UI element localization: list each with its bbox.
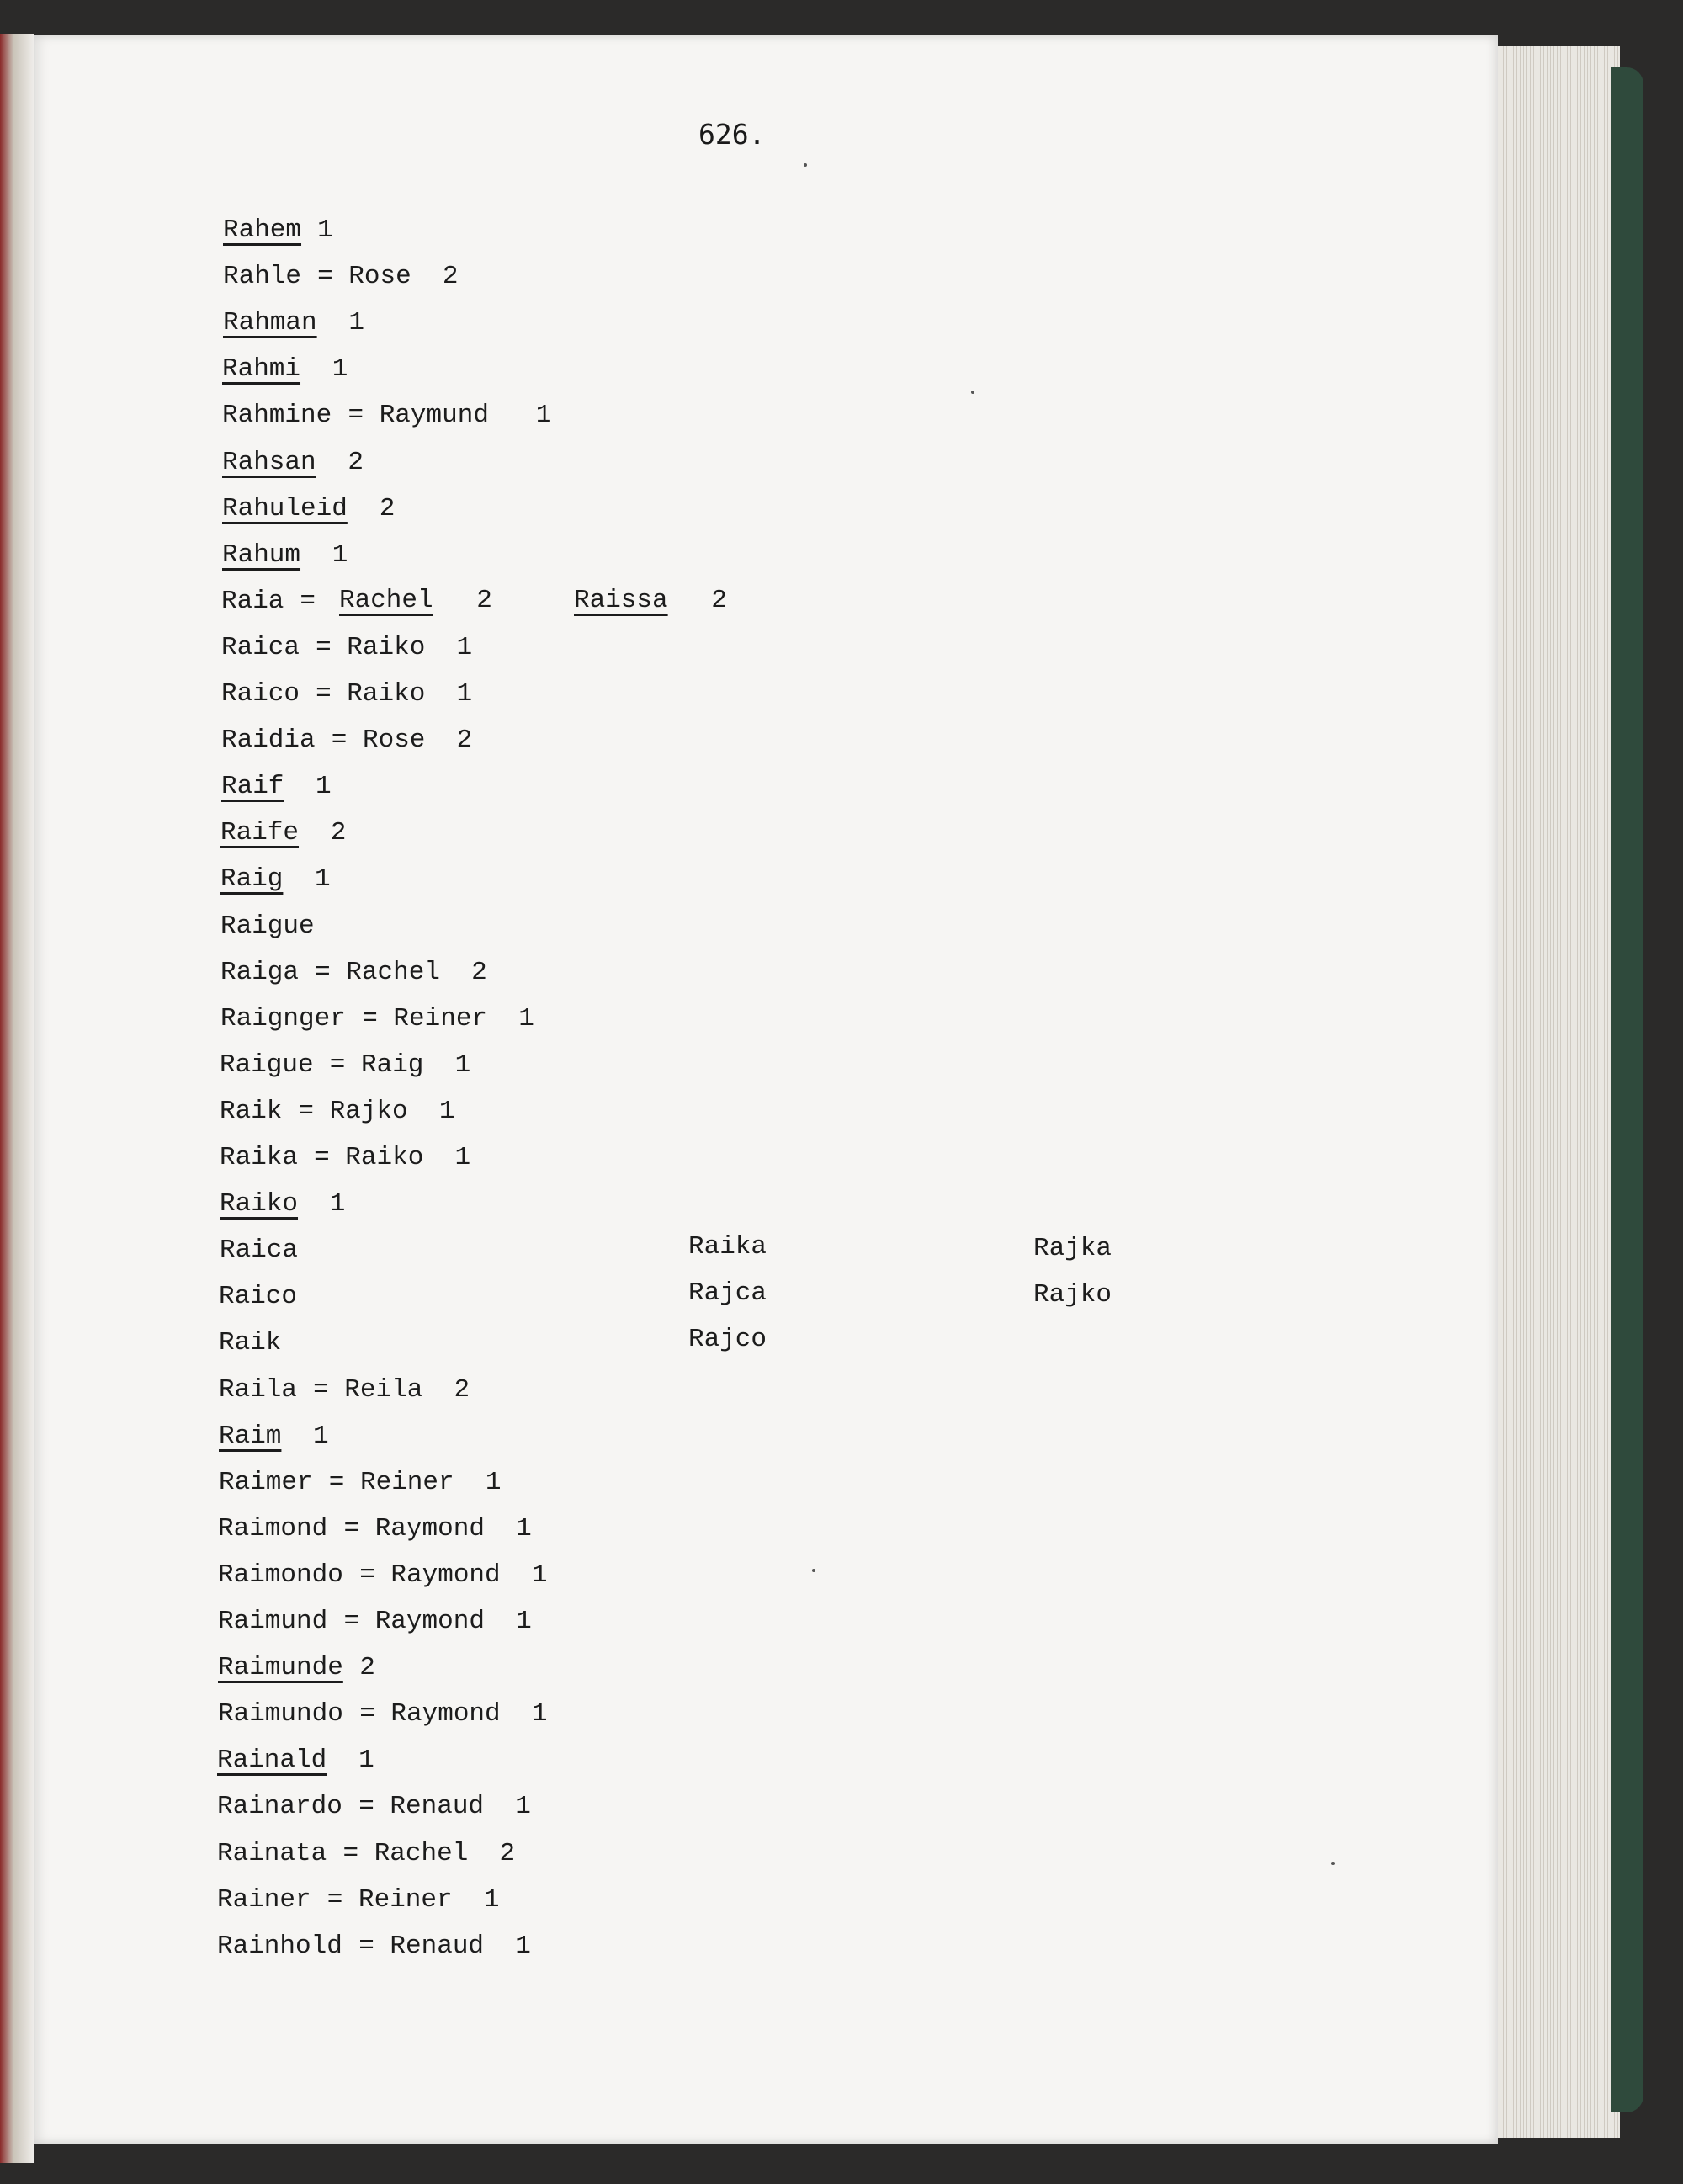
entry-reference: = Reiner 1 [313,1468,502,1497]
entry-reference: 1 [327,1746,374,1775]
entry-reference: = Reiner 1 [311,1885,500,1915]
entry-reference: = Raiko 1 [300,633,473,662]
raiko-variant: Rajca [688,1278,767,1308]
raiko-variant: Rajco [688,1325,767,1354]
entry-reference: = Raiko 1 [298,1143,471,1172]
entry-reference: 1 [300,540,348,570]
entry-name: Raimond [218,1514,328,1544]
raiko-variant: Rajka [1033,1234,1112,1263]
entry-name: Rahmine [222,401,332,430]
raia-raissa-link: Raissa [574,586,668,615]
entry-name: Raica [220,1235,299,1265]
entry-name: Raignger [220,1004,346,1034]
entry-name: Raim [219,1421,282,1451]
entry-name: Raico [221,679,300,709]
entry-name: Raica [221,633,300,662]
entry-reference: 2 [299,818,347,848]
entry-name: Raila [219,1375,298,1405]
entry-name: Raig [220,864,284,894]
entry-reference: = Raymond 1 [343,1699,548,1729]
entry-name: Rainald [217,1746,327,1775]
entry-reference: = Raymund 1 [332,401,552,430]
dust-speck [812,1569,815,1572]
entry-reference: = Raymond 1 [343,1560,548,1590]
entry-reference: 2 [343,1653,375,1682]
entry-reference: 2 [316,448,364,477]
entry-reference: 1 [283,864,331,894]
entry-reference: = [284,587,332,616]
dust-speck [1331,1862,1335,1865]
entry-name: Raigue [220,1050,314,1080]
entry-name: Raico [219,1282,298,1311]
entry-reference: 1 [298,1189,346,1219]
entry-name: Rahman [223,308,317,337]
entry-name: Raika [220,1143,299,1172]
entry-reference: = Reila 2 [297,1375,470,1405]
entry-reference: = Raymond 1 [327,1607,532,1636]
entry-reference: 2 [348,494,396,523]
raia-raissa-number: 2 [680,586,727,615]
entry-name: Rahum [222,540,301,570]
raiko-variant: Rajko [1033,1280,1112,1310]
entry-name: Rainhold [217,1932,342,1961]
entry-name: Rainardo [217,1792,342,1821]
entry-reference: 1 [284,772,332,801]
entry-name: Raigue [220,911,315,941]
entry-name: Raia [221,587,284,616]
entry-name: Raiko [220,1189,299,1219]
entry-reference: 1 [301,215,333,245]
entry-reference: = Renaud 1 [342,1932,531,1961]
raiko-variant: Raika [688,1232,767,1262]
entry-reference: 1 [317,308,364,337]
entry-name: Raik [220,1097,283,1126]
entry-name: Rainata [217,1839,327,1868]
book-page [34,35,1498,2144]
entry-name: Rahmi [222,354,301,384]
page-number: 626. [698,118,766,151]
book-cover-edge [1611,67,1643,2112]
entry-name: Rahsan [222,448,316,477]
raia-rachel-link: Rachel [339,586,433,615]
entry-name: Raife [220,818,300,848]
entry-name: Raimondo [218,1560,343,1590]
entry-name: Raimer [219,1468,313,1497]
entry-reference: = Rajko 1 [282,1097,455,1126]
left-page-edge [0,34,34,2163]
dust-speck [804,163,807,167]
entry-name: Raif [221,772,284,801]
entry-name: Rahuleid [222,494,348,523]
entry-reference: = Rachel 2 [327,1839,516,1868]
entry-name: Raidia [221,725,316,755]
page-block-edges [1494,46,1620,2138]
entry-name: Rahle [223,262,302,291]
entry-name: Rainer [217,1885,311,1915]
entry-reference: 1 [300,354,348,384]
entry-reference: = Rachel 2 [299,958,487,987]
entry-name: Raimund [218,1607,328,1636]
raia-rachel-number: 2 [445,586,492,615]
entry-name: Raimundo [218,1699,343,1729]
entry-reference: = Reiner 1 [346,1004,534,1034]
entry-reference: = Rose 2 [316,725,473,755]
entry-reference: = Raig 1 [314,1050,471,1080]
entry-name: Raik [219,1328,282,1358]
entry-name: Raiga [220,958,300,987]
entry-reference: 1 [281,1421,329,1451]
dust-speck [971,391,974,394]
entry-reference: = Raiko 1 [300,679,473,709]
entry-name: Rahem [223,215,302,245]
entry-reference: = Raymond 1 [327,1514,532,1544]
entry-reference: = Rose 2 [301,262,459,291]
entry-reference: = Renaud 1 [342,1792,531,1821]
entry-name: Raimunde [218,1653,343,1682]
